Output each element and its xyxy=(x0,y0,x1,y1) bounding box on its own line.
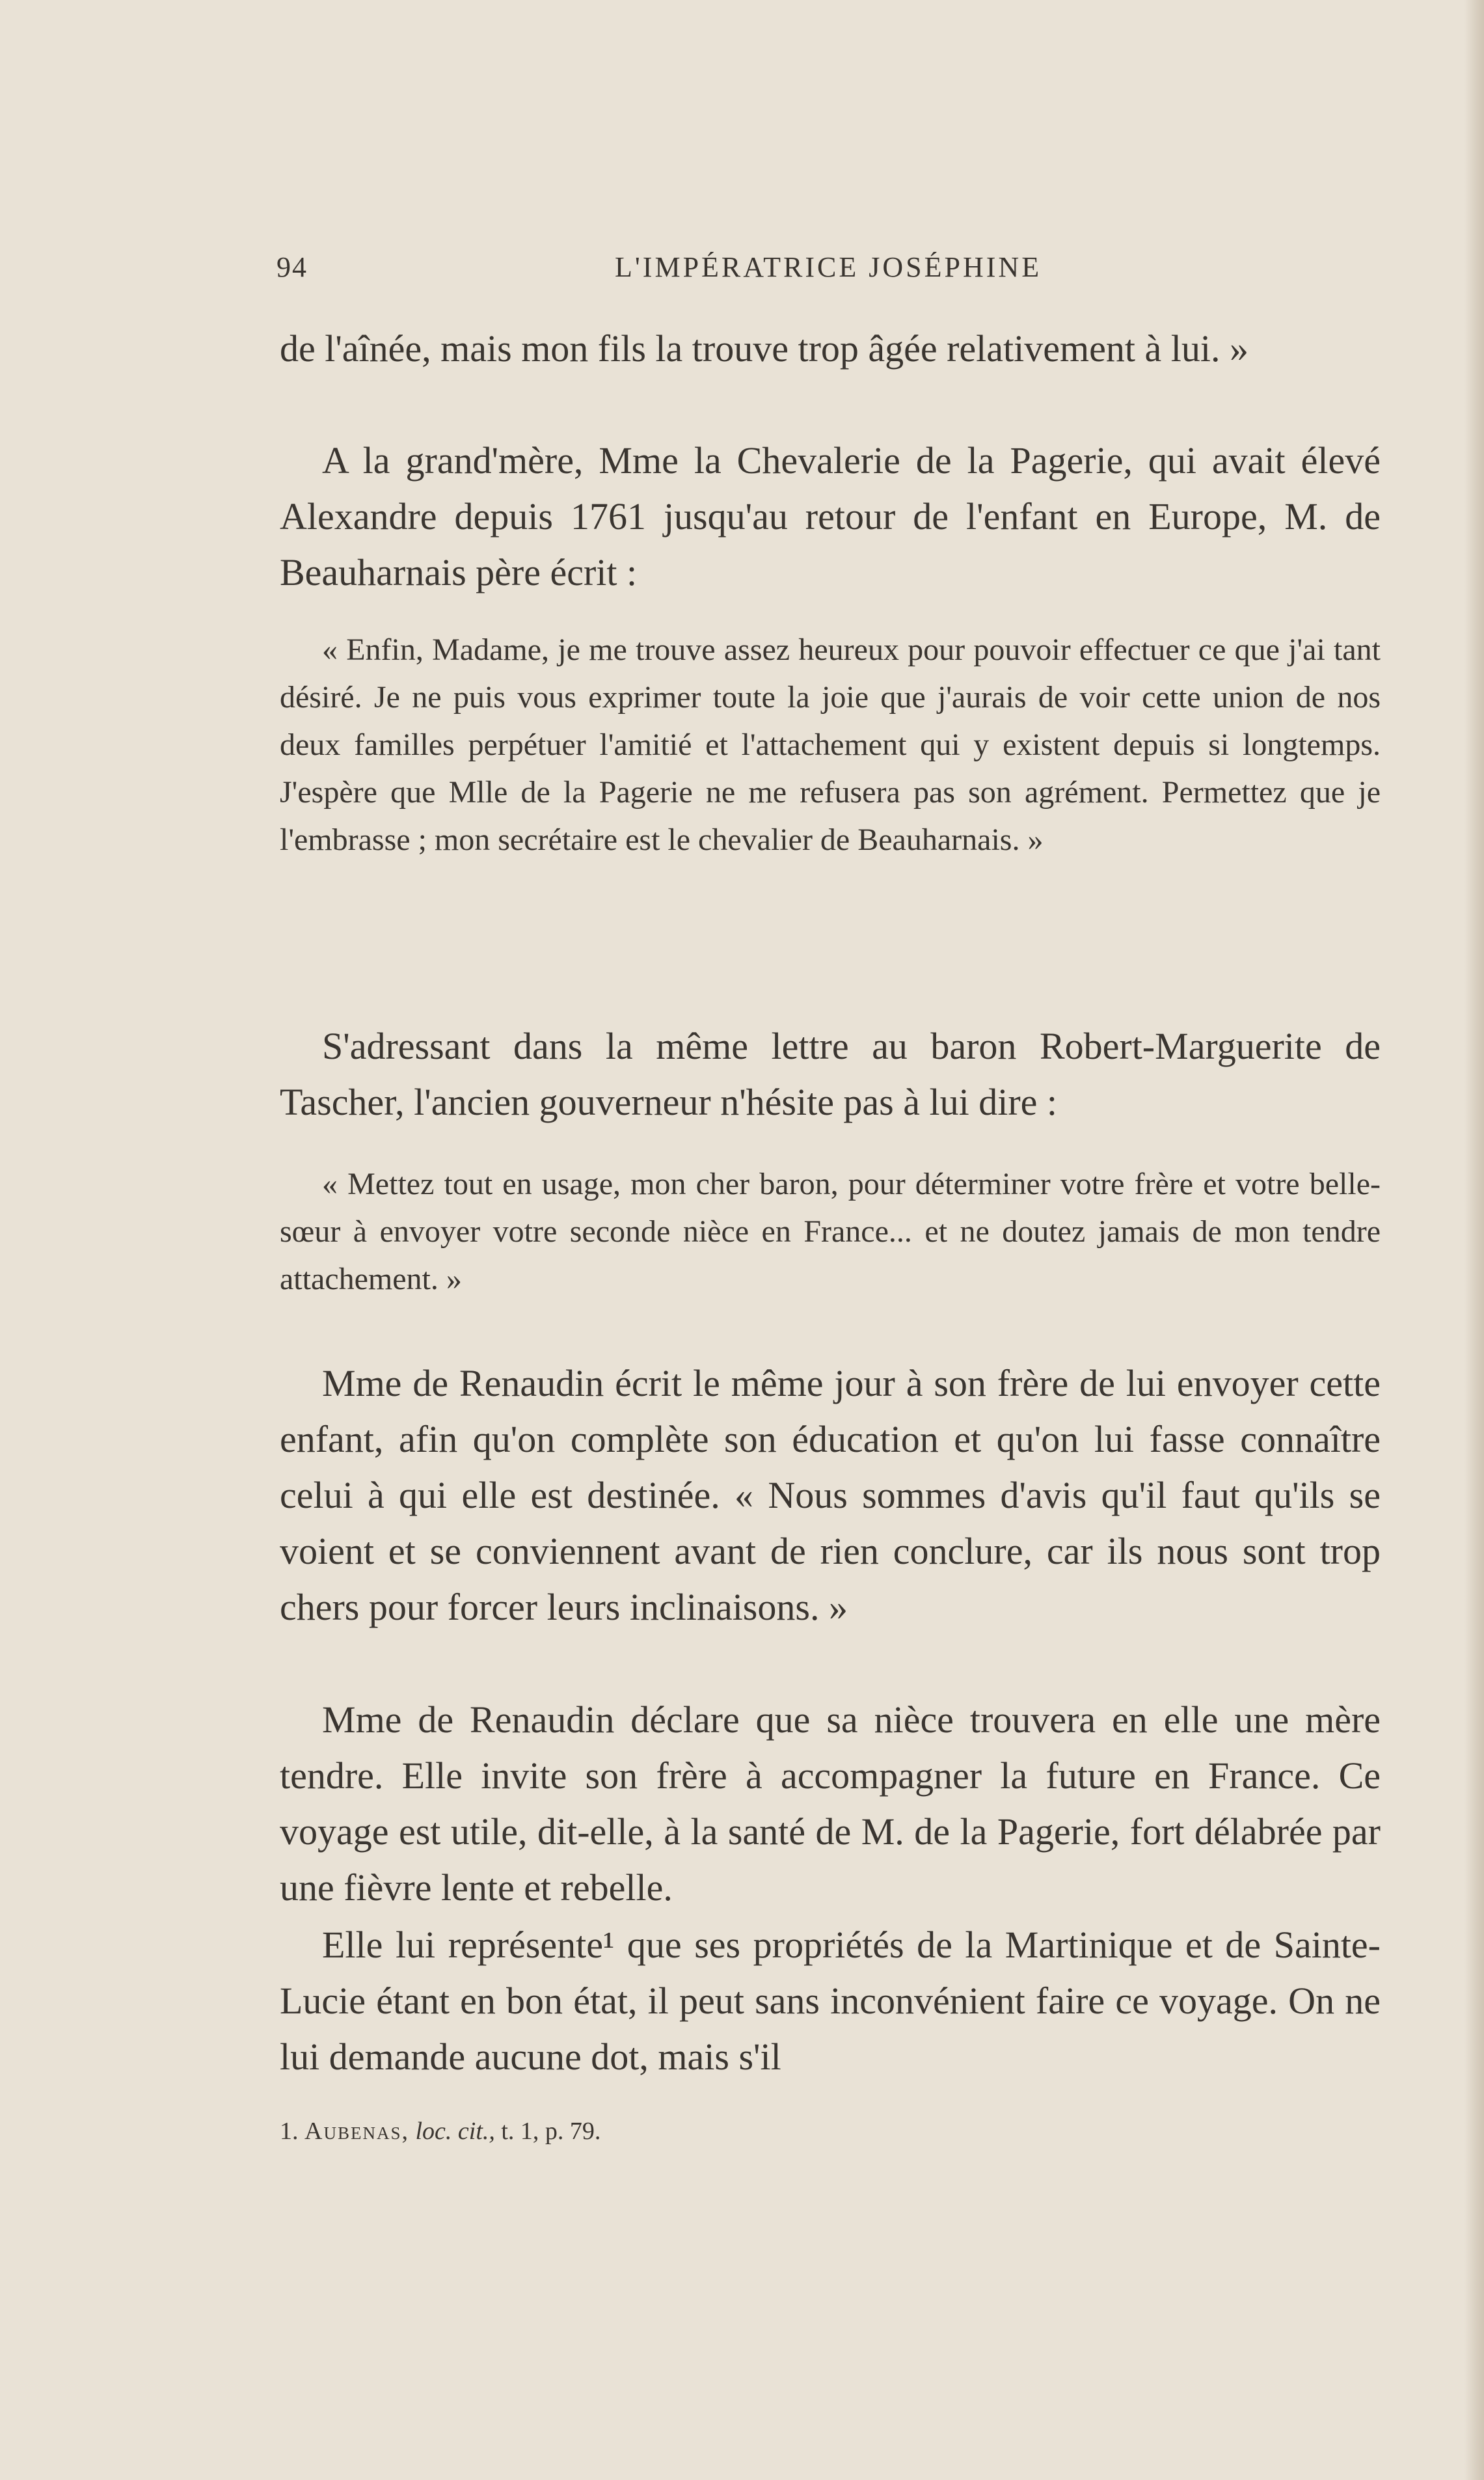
footnote-location: t. 1, p. 79. xyxy=(501,2118,601,2145)
footnote-reference: loc. cit., xyxy=(415,2118,495,2145)
paragraph-renaudin-declares: Mme de Renaudin déclare que sa nièce trouvera en elle une mère tendre. Elle invite son frère à accompagner la future en France. Ce voyage est utile, dit-elle, à la santé de M. de la Pagerie, fort délabrée par une fièvre lente et rebelle. xyxy=(280,1698,1381,1909)
paragraph-continuation: de l'aînée, mais mon fils la trouve trop âgée relativement à lui. » xyxy=(280,327,1248,370)
paragraph-renaudin-letter: Mme de Renaudin écrit le même jour à son frère de lui envoyer cette enfant, afin qu'on complète son éducation et qu'on lui fasse connaître celui à qui elle est destinée. « Nous sommes d'avis qu'il faut qu'ils se voient et se conviennent avant de rien conclure, car ils nous sont trop chers pour forcer leurs inclinaisons. » xyxy=(280,1362,1381,1628)
footnote xyxy=(280,2115,1381,2147)
page-number: 94 xyxy=(277,251,308,283)
paragraph-baron: S'adressant dans la même lettre au baron Robert-Marguerite de Tascher, l'ancien gouverneur n'hésite pas à lui dire : xyxy=(280,1025,1381,1123)
footnote-number: 1. xyxy=(280,2118,299,2145)
running-title: L'IMPÉRATRICE JOSÉPHINE xyxy=(615,251,1042,283)
quote-letter-grandmother: « Enfin, Madame, je me trouve assez heureux pour pouvoir effectuer ce que j'ai tant désiré. Je ne puis vous exprimer toute la joie que j'aurais de voir cette union de nos deux familles perpétuer l'amitié et l'attachement qui y existent depuis si longtemps. J'espère que Mlle de la Pagerie ne me refusera pas son agrément. Permettez que je l'embrasse ; mon secrétaire est le chevalier de Beauharnais. » xyxy=(280,633,1381,857)
paragraph-grandmother: A la grand'mère, Mme la Chevalerie de la Pagerie, qui avait élevé Alexandre depuis 1761 jusqu'au retour de l'enfant en Europe, M. de Beauharnais père écrit : xyxy=(280,439,1381,593)
page-edge xyxy=(1464,0,1484,2480)
footnote-author: Aubenas, xyxy=(304,2118,409,2145)
paragraph-properties: Elle lui représente¹ que ses propriétés de la Martinique et de Sainte-Lucie étant en bon état, il peut sans inconvénient faire ce voyage. On ne lui demande aucune dot, mais s'il xyxy=(280,1924,1381,2078)
quote-letter-baron: « Mettez tout en usage, mon cher baron, pour déterminer votre frère et votre belle-sœur à envoyer votre seconde nièce en France... et ne doutez jamais de mon tendre attachement. » xyxy=(280,1167,1381,1296)
running-header xyxy=(277,251,1379,296)
